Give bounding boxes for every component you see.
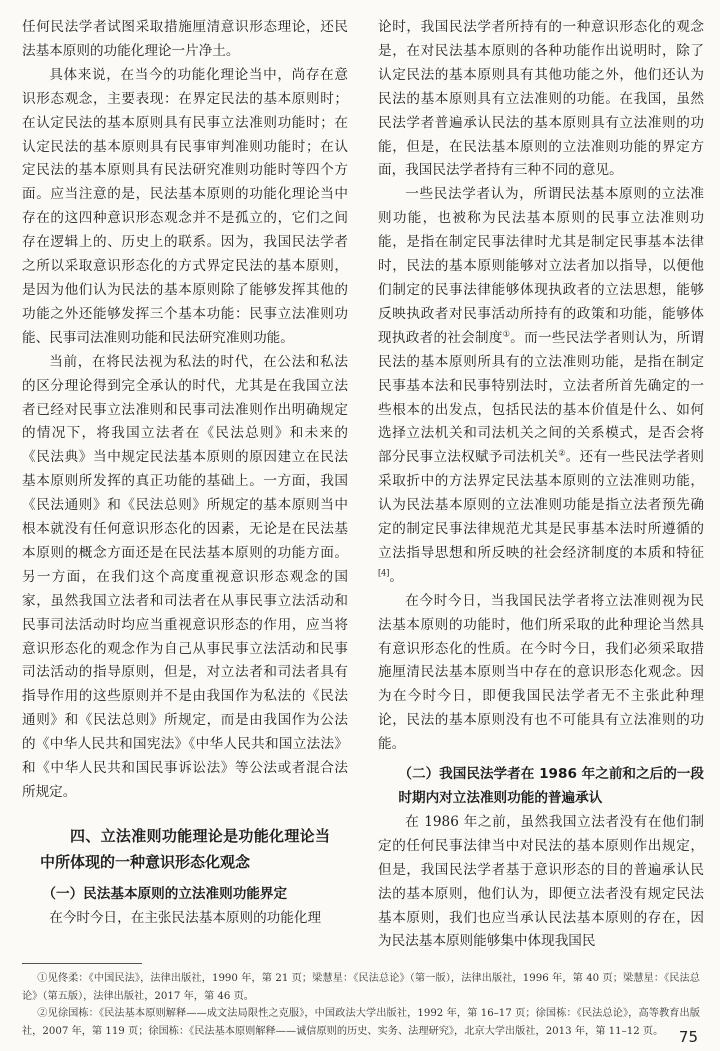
paragraph-text: 。而一些民法学者则认为，所谓民法的基本原则所具有的立法准则功能，是指在制定民事基本法和民事特别法时，立法者所首先确定的一些根本的出发点，包括民法的基本价值是什么、如何选择立法机关和司法机关之间的关系模式，是否会将部分民事立法权赋予司法机关 (378, 329, 705, 466)
paragraph: 在 1986 年之前，虽然我国立法者没有在他们制定的任何民事法律当中对民法的基本原则作出规定，但是，我国民法学者基于意识形态的目的普遍承认民法的基本原则，他们认为，即便立法者没有规定民法基本原则，我们也应当承认民法基本原则的存在，因为民法基本原则能够集中体现我国民 (378, 813, 704, 950)
footnote: ①见佟柔：《中国民法》，法律出版社，1990 年，第 21 页；梁慧星：《民法总论》（第一版），法律出版社，1996 年，第 40 页；梁慧星：《民法总论》（第五版），法律出版社，2017 年，第 46 页。 (22, 973, 700, 1002)
paragraph: 在今时今日，当我国民法学者将立法准则视为民法基本原则的功能时，他们所采取的此种理论当然具有意识形态化的性质。在今时今日，我们必须采取措施厘清民法基本原则当中存在的意识形态化观念。因为在今时今日，即便我国民法学者无不主张此种理论，民法的基本原则没有也不可能具有立法准则的功能。 (378, 592, 704, 753)
left-column (22, 16, 348, 931)
paragraph: 当前，在将民法视为私法的时代，在公法和私法的区分理论得到完全承认的时代，尤其是在我国立法者已经对民事立法准则和民事司法准则作出明确规定的情况下，将我国立法者在《民法总则》和未来的《民法典》当中规定民法基本原则的原因建立在民法基本原则所发挥的真正功能的基础上。一方面，我国《民法通则》和《民法总则》所规定的基本原则当中根本就没有任何意识形态化的因素，无论是在民法基本原则的概念方面还是在民法基本原则的功能方面。另一方面，在我们这个高度重视意识形态观念的国家，虽然我国立法者和司法者在从事民事立法活动和民事司法活动时均应当重视意识形态的作用，应当将意识形态化的观念作为自己从事民事立法活动和民事司法活动的指导原则，但是，对立法者和司法者具有指导作用的这些原则并不是由我国作为私法的《民法通则》和《民法总则》所规定，而是由我国作为公法的《中华人民共和国宪法》《中华人民共和国立法法》和《中华人民共和国民事诉讼法》等公法或者混合法所规定。 (22, 353, 348, 800)
page-number: 75 (678, 1028, 698, 1046)
right-column (378, 16, 704, 954)
footnotes (22, 970, 700, 1040)
paragraph: 在今时今日，在主张民法基本原则的功能化理 (49, 909, 322, 926)
paragraph: 论时，我国民法学者所持有的一种意识形态化的观念是，在对民法基本原则的各种功能作出说明时，除了认定民法的基本原则具有其他功能之外，他们还认为民法的基本原则具有立法准则的功能。在我国，虽然民法学者普遍承认民法的基本原则具有立法准则的功能，但是，在民法基本原则的立法准则功能的界定方面，我国民法学者持有三种不同的意见。 (378, 19, 704, 179)
footnote-marker[interactable]: ② (558, 448, 566, 458)
footnote: ②见徐国栋：《民法基本原则解释——成文法局限性之克服》，中国政法大学出版社，1992 年，第 16–17 页；徐国栋：《民法总论》，高等教育出版社，2007 年，第 119 页；徐国栋：《民法基本原则解释——诚信原则的历史、实务、法理研究》，北京大学出版社，2013 年，第 11–12 页。 (22, 1008, 700, 1037)
citation-marker[interactable]: [4] (378, 568, 390, 578)
paragraph-text: 。 (389, 568, 403, 585)
footnote-marker[interactable]: ① (502, 329, 511, 339)
paragraph: 任何民法学者试图采取措施厘清意识形态理论，还民法基本原则的功能化理论一片净土。 (22, 19, 348, 59)
journal-page (22, 16, 705, 1046)
paragraph-text: 。还有一些民法学者则采取折中的方法界定民法基本原则的立法准则功能，认为民法基本原则的立法准则功能是指立法者预先确定的制定民事法律规范尤其是民事基本法时所遵循的立法指导思想和所反映的社会经济制度的本质和特征 (378, 449, 705, 561)
section-heading: 四、立法准则功能理论是功能化理论当中所体现的一种意识形态化观念 (40, 826, 330, 871)
footnote-divider (22, 963, 142, 964)
subsection-heading: （二）我国民法学者在 1986 年之前和之后的一段时期内对立法准则功能的普遍承认 (398, 766, 704, 806)
paragraph-text: 一些民法学者认为，所谓民法基本原则的立法准则功能，也被称为民法基本原则的民事立法准则功能，是指在制定民事法律时尤其是制定民事基本法律时，民法的基本原则能够对立法者加以指导，以便他们制定的民事法律能够体现执政者的立法思想，能够反映执政者对民事活动所持有的政策和功能，能够体现执政者的社会制度 (378, 186, 704, 346)
paragraph: 具体来说，在当今的功能化理论当中，尚存在意识形态观念，主要表现：在界定民法的基本原则时；在认定民法的基本原则具有民事立法准则功能时；在认定民法的基本原则具有民事审判准则功能时；在认定民法的基本原则具有民法研究准则功能时等四个方面。应当注意的是，民法基本原则的功能化理论当中存在的这四种意识形态观念并不是孤立的，它们之间存在逻辑上的、历史上的联系。因为，我国民法学者之所以采取意识形态化的方式界定民法的基本原则，是因为他们认为民法的基本原则除了能够发挥其他的功能之外还能够发挥三个基本功能：民事立法准则功能、民事司法准则功能和民法研究准则功能。 (22, 66, 348, 346)
paragraph (378, 183, 704, 589)
subsection-heading: （一）民法基本原则的立法准则功能界定 (42, 885, 288, 902)
